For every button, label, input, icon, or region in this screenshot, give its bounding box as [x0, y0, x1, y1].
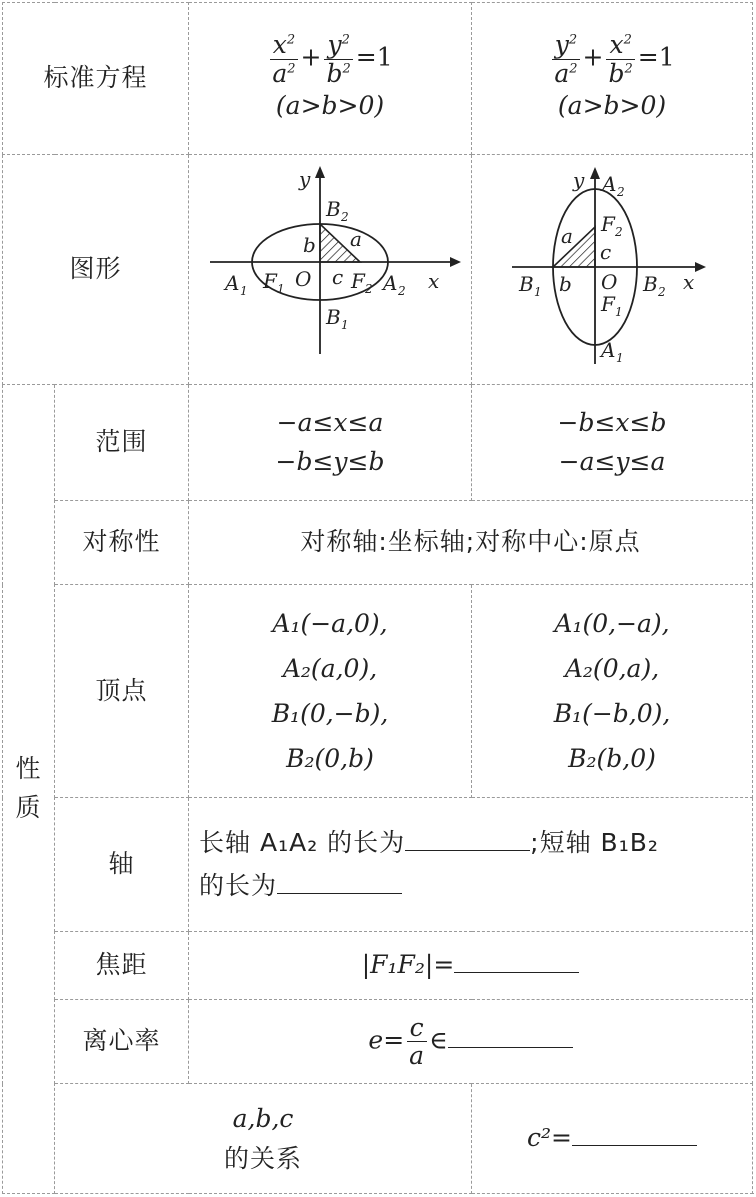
svg-text:A: A — [383, 270, 398, 295]
svg-text:x: x — [428, 268, 440, 293]
minor-axis-blank[interactable] — [277, 873, 402, 894]
axis-minor-length-text: 的长为 — [199, 870, 278, 900]
range-horizontal: −a≤x≤a −b≤y≤b — [189, 385, 472, 501]
svg-text:F: F — [601, 211, 615, 236]
condition-left: (a>b>0) — [275, 91, 385, 121]
row-focal-distance — [3, 932, 753, 1000]
svg-text:O: O — [295, 266, 312, 291]
formula-horizontal: $\frac{x^2}{a^2}$ + $\frac{y^2}{b^2}$ =1 — [189, 31, 471, 87]
figure-vertical-ellipse — [472, 155, 753, 385]
equation-vertical — [472, 3, 753, 155]
svg-text:B: B — [326, 196, 341, 221]
range-vertical: −b≤x≤b −a≤y≤a — [472, 385, 753, 501]
svg-text:A: A — [601, 337, 616, 362]
label-eccentricity: 离心率 — [55, 1000, 189, 1084]
axis-major-text: 长轴 A₁A₂ 的长为 — [199, 828, 406, 857]
label-abc-relation: a,b,c 的关系 — [55, 1084, 472, 1194]
svg-text:2: 2 — [341, 209, 349, 224]
svg-text:1: 1 — [341, 317, 349, 332]
condition-right: (a>b>0) — [557, 91, 667, 121]
label-focal-distance: 焦距 — [55, 932, 189, 1000]
label-properties: 性 质 — [3, 385, 55, 1194]
svg-text:F: F — [263, 268, 277, 293]
row-axis — [3, 798, 753, 932]
row-range — [3, 385, 753, 501]
svg-text:c: c — [600, 239, 612, 264]
eccentricity-blank[interactable] — [448, 1027, 573, 1048]
label-vertices: 顶点 — [55, 585, 189, 798]
row-vertices — [3, 585, 753, 798]
svg-text:2: 2 — [365, 281, 373, 296]
svg-text:2: 2 — [617, 184, 625, 199]
svg-text:2: 2 — [398, 283, 406, 298]
equation-horizontal — [189, 3, 472, 155]
svg-text:a: a — [561, 223, 573, 248]
svg-text:B: B — [519, 271, 534, 296]
ecc-prefix: e= — [368, 1025, 405, 1054]
relation-blank[interactable] — [572, 1125, 697, 1146]
svg-text:a: a — [350, 226, 362, 251]
label-figure: 图形 — [3, 155, 189, 385]
label-range: 范围 — [55, 385, 189, 501]
svg-text:y: y — [299, 166, 311, 191]
svg-text:1: 1 — [534, 284, 542, 299]
ecc-suffix: ∈ — [429, 1025, 448, 1054]
svg-text:c: c — [332, 264, 344, 289]
formula-vertical: $\frac{y^2}{a^2}$ + $\frac{x^2}{b^2}$ =1 — [472, 31, 752, 87]
vertices-horizontal: A₁(−a,0), A₂(a,0), B₁(0,−b), B₂(0,b) — [189, 585, 472, 798]
svg-text:x: x — [683, 269, 695, 294]
row-standard-equation — [3, 3, 753, 155]
row-symmetry — [3, 501, 753, 585]
svg-text:2: 2 — [658, 284, 666, 299]
svg-text:1: 1 — [240, 283, 248, 298]
focal-distance-cell — [189, 932, 753, 1000]
svg-text:B: B — [643, 271, 658, 296]
svg-text:F: F — [601, 291, 615, 316]
horizontal-ellipse-diagram — [195, 164, 465, 364]
svg-text:1: 1 — [615, 304, 623, 319]
label-axis: 轴 — [55, 798, 189, 932]
row-abc-relation — [3, 1084, 753, 1194]
svg-text:b: b — [559, 271, 572, 296]
figure-horizontal-ellipse — [189, 155, 472, 385]
ellipse-properties-table — [2, 2, 753, 1194]
svg-text:1: 1 — [616, 350, 624, 365]
label-standard-equation: 标准方程 — [3, 3, 189, 155]
axis-text — [189, 798, 753, 932]
axis-minor-text: ;短轴 B₁B₂ — [530, 828, 659, 857]
relation-text: c²= — [527, 1123, 572, 1153]
svg-text:y: y — [573, 167, 585, 192]
focal-distance-blank[interactable] — [454, 952, 579, 973]
svg-text:A: A — [225, 270, 240, 295]
major-axis-blank[interactable] — [405, 830, 530, 851]
svg-text:2: 2 — [615, 224, 623, 239]
ecc-fraction: $\frac{c}{a}$ — [406, 1014, 427, 1070]
row-eccentricity — [3, 1000, 753, 1084]
row-figure — [3, 155, 753, 385]
vertices-vertical: A₁(0,−a), A₂(0,a), B₁(−b,0), B₂(b,0) — [472, 585, 753, 798]
label-symmetry: 对称性 — [55, 501, 189, 585]
svg-text:A: A — [602, 171, 617, 196]
abc-relation-cell — [472, 1084, 753, 1194]
svg-text:F: F — [351, 268, 365, 293]
vertical-ellipse-diagram — [507, 159, 717, 369]
svg-text:B: B — [326, 304, 341, 329]
symmetry-text: 对称轴:坐标轴;对称中心:原点 — [189, 501, 753, 585]
svg-text:b: b — [303, 232, 316, 257]
eccentricity-cell — [189, 1000, 753, 1084]
svg-text:1: 1 — [277, 281, 285, 296]
focal-text: |F₁F₂|= — [361, 950, 455, 980]
hatched-triangle — [553, 227, 595, 267]
svg-text:O: O — [601, 269, 618, 294]
